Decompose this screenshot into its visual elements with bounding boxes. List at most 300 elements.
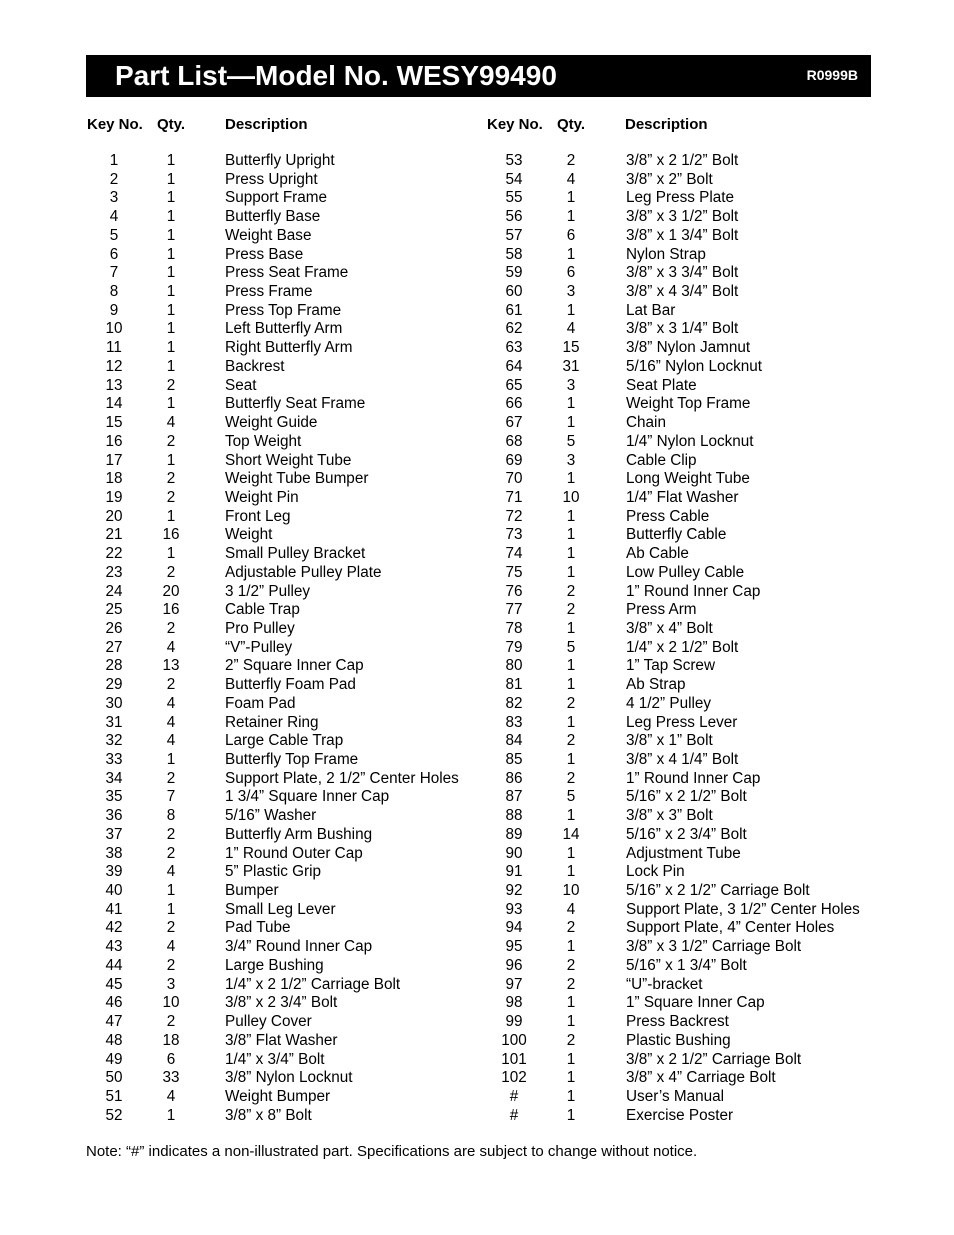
part-quantity: 20 — [162, 582, 180, 600]
part-key-number: 41 — [105, 900, 123, 918]
part-key-number: 87 — [505, 788, 523, 806]
part-description: Pad Tube — [225, 919, 291, 937]
part-key-number: 73 — [505, 526, 523, 544]
part-row — [0, 395, 954, 414]
part-description: 3/8” Nylon Jamnut — [626, 339, 751, 357]
part-row — [0, 788, 954, 807]
part-key-number: 97 — [505, 975, 523, 993]
part-quantity: 1 — [166, 189, 176, 207]
part-description: Low Pulley Cable — [626, 563, 745, 581]
part-quantity: 2 — [566, 582, 576, 600]
part-quantity: 1 — [166, 900, 176, 918]
part-key-number: 63 — [505, 339, 523, 357]
part-row — [0, 433, 954, 452]
part-key-number: 42 — [105, 919, 123, 937]
part-row — [0, 901, 954, 920]
part-description: 1/4” Flat Washer — [626, 488, 739, 506]
part-quantity: 1 — [566, 994, 576, 1012]
part-description: Press Upright — [225, 170, 318, 188]
part-key-number: 71 — [505, 488, 523, 506]
part-quantity: 2 — [566, 975, 576, 993]
part-key-number: 11 — [106, 339, 122, 357]
part-key-number: 23 — [105, 563, 123, 581]
part-quantity: 1 — [166, 226, 176, 244]
part-description: 3/8” x 1 3/4” Bolt — [626, 226, 739, 244]
part-quantity: 1 — [566, 938, 576, 956]
part-key-number: 29 — [105, 676, 123, 694]
part-description: Cable Trap — [225, 601, 300, 619]
part-quantity: 1 — [566, 1087, 576, 1105]
part-row — [0, 227, 954, 246]
part-description: 5” Plastic Grip — [225, 863, 322, 881]
part-row — [0, 807, 954, 826]
part-description: Cable Clip — [626, 451, 697, 469]
part-row — [0, 264, 954, 283]
part-description: Weight Tube Bumper — [225, 470, 369, 488]
part-description: Chain — [626, 414, 666, 432]
part-quantity: 1 — [566, 844, 576, 862]
part-quantity: 1 — [166, 320, 176, 338]
part-description: Press Cable — [626, 507, 710, 525]
part-description: 3/8” x 4 3/4” Bolt — [626, 283, 739, 301]
part-key-number: 26 — [105, 619, 123, 637]
part-quantity: 1 — [166, 301, 176, 319]
part-description: Front Leg — [225, 507, 291, 525]
part-description: Seat Plate — [626, 376, 697, 394]
part-key-number: 66 — [505, 395, 523, 413]
part-key-number: 81 — [505, 676, 523, 694]
part-row — [0, 208, 954, 227]
part-description: Press Backrest — [626, 1013, 729, 1031]
part-description: Butterfly Seat Frame — [225, 395, 366, 413]
part-key-number: 100 — [501, 1031, 527, 1049]
part-key-number: 74 — [505, 545, 523, 563]
part-quantity: 2 — [166, 844, 176, 862]
part-description: Short Weight Tube — [225, 451, 352, 469]
part-quantity: 3 — [566, 451, 576, 469]
part-quantity: 2 — [566, 601, 576, 619]
part-description: 1/4” Nylon Locknut — [626, 432, 754, 450]
part-description: Press Arm — [626, 601, 697, 619]
part-quantity: 13 — [162, 657, 180, 675]
part-description: 3/8” Nylon Locknut — [225, 1069, 353, 1087]
part-description: Nylon Strap — [626, 245, 706, 263]
part-quantity: 1 — [566, 470, 576, 488]
part-quantity: 1 — [166, 882, 176, 900]
part-key-number: 92 — [505, 882, 523, 900]
part-quantity: 2 — [566, 919, 576, 937]
part-quantity: 1 — [566, 1013, 576, 1031]
part-row — [0, 620, 954, 639]
part-quantity: 4 — [166, 732, 176, 750]
part-description: Weight Bumper — [225, 1087, 331, 1105]
part-quantity: 3 — [566, 376, 576, 394]
part-row — [0, 171, 954, 190]
part-description: Retainer Ring — [225, 713, 319, 731]
part-key-number: 76 — [505, 582, 523, 600]
part-quantity: 1 — [566, 1106, 576, 1124]
part-row — [0, 545, 954, 564]
part-quantity: 1 — [166, 395, 176, 413]
part-key-number: 25 — [105, 601, 123, 619]
part-description: Butterfly Foam Pad — [225, 676, 356, 694]
left-key-heading: Key No. — [87, 116, 143, 133]
part-row — [0, 1032, 954, 1051]
part-key-number: 16 — [105, 432, 123, 450]
part-row — [0, 976, 954, 995]
part-row — [0, 339, 954, 358]
page-title: Part List—Model No. WESY99490 — [115, 60, 557, 91]
part-key-number: 89 — [505, 825, 523, 843]
part-key-number: 59 — [505, 264, 523, 282]
part-key-number: 1 — [109, 152, 119, 169]
part-key-number: 88 — [505, 807, 523, 825]
part-quantity: 4 — [166, 713, 176, 731]
part-description: 5/16” x 2 1/2” Bolt — [626, 788, 747, 806]
part-description: 3 1/2” Pulley — [225, 582, 311, 600]
part-row — [0, 919, 954, 938]
part-quantity: 2 — [566, 1031, 576, 1049]
part-key-number: 90 — [505, 844, 523, 862]
part-quantity: 2 — [566, 769, 576, 787]
part-key-number: 64 — [505, 357, 523, 375]
part-quantity: 2 — [166, 432, 176, 450]
part-description: Pro Pulley — [225, 619, 295, 637]
part-key-number: 34 — [105, 769, 123, 787]
left-description-heading: Description — [225, 116, 308, 133]
part-description: 1/4” x 2 1/2” Bolt — [626, 638, 739, 656]
part-key-number: 15 — [105, 414, 123, 432]
part-key-number: 98 — [505, 994, 523, 1012]
part-key-number: 46 — [105, 994, 123, 1012]
part-quantity: 8 — [166, 807, 176, 825]
part-key-number: 58 — [505, 245, 523, 263]
part-description: 1” Round Outer Cap — [225, 844, 363, 862]
part-row — [0, 1088, 954, 1107]
part-quantity: 18 — [162, 1031, 180, 1049]
part-key-number: 49 — [105, 1050, 123, 1068]
part-quantity: 31 — [562, 357, 580, 375]
part-quantity: 1 — [166, 357, 176, 375]
part-description: Butterfly Upright — [225, 152, 335, 169]
part-description: Leg Press Plate — [626, 189, 734, 207]
part-description: Butterfly Cable — [626, 526, 727, 544]
part-key-number: 53 — [505, 152, 523, 169]
part-quantity: 2 — [566, 152, 576, 169]
part-quantity: 1 — [566, 507, 576, 525]
part-quantity: 1 — [566, 713, 576, 731]
part-description: Top Weight — [225, 432, 302, 450]
part-quantity: 1 — [166, 339, 176, 357]
part-quantity: 1 — [566, 676, 576, 694]
part-row — [0, 320, 954, 339]
part-description: Lock Pin — [626, 863, 685, 881]
part-row — [0, 601, 954, 620]
part-description: 3/8” x 3 3/4” Bolt — [626, 264, 739, 282]
part-key-number: 78 — [505, 619, 523, 637]
part-description: Butterfly Top Frame — [225, 751, 359, 768]
part-quantity: 1 — [166, 170, 176, 188]
part-key-number: 72 — [505, 507, 523, 525]
part-row — [0, 845, 954, 864]
part-row — [0, 1051, 954, 1070]
part-key-number: 8 — [109, 283, 119, 301]
left-qty-heading: Qty. — [157, 116, 186, 133]
part-quantity: 10 — [162, 994, 180, 1012]
part-description: User’s Manual — [626, 1087, 725, 1105]
part-description: 1/4” x 2 1/2” Carriage Bolt — [225, 975, 401, 993]
part-key-number: 93 — [505, 900, 523, 918]
part-key-number: 39 — [105, 863, 123, 881]
part-quantity: 2 — [166, 825, 176, 843]
part-quantity: 2 — [566, 956, 576, 974]
part-key-number: 62 — [505, 320, 523, 338]
part-key-number: 22 — [105, 545, 123, 563]
part-quantity: 6 — [566, 226, 576, 244]
part-description: 3/8” x 4 1/4” Bolt — [626, 751, 739, 768]
part-description: “V”-Pulley — [225, 638, 293, 656]
part-description: Press Seat Frame — [225, 264, 349, 282]
part-key-number: 48 — [105, 1031, 123, 1049]
part-quantity: 7 — [166, 788, 176, 806]
part-row — [0, 826, 954, 845]
part-quantity: 1 — [566, 545, 576, 563]
part-key-number: 36 — [105, 807, 123, 825]
part-key-number: 82 — [505, 694, 523, 712]
part-key-number: 43 — [105, 938, 123, 956]
part-quantity: 4 — [566, 170, 576, 188]
part-key-number: 30 — [105, 694, 123, 712]
part-key-number: 33 — [105, 751, 123, 768]
part-key-number: 13 — [105, 376, 123, 394]
part-key-number: 3 — [109, 189, 119, 207]
part-quantity: 10 — [562, 488, 580, 506]
part-description: Ab Strap — [626, 676, 686, 694]
part-row — [0, 695, 954, 714]
part-key-number: 17 — [105, 451, 123, 469]
part-key-number: 38 — [105, 844, 123, 862]
part-description: Weight Pin — [225, 488, 299, 506]
part-description: 3/8” x 1” Bolt — [626, 732, 713, 750]
part-quantity: 2 — [166, 769, 176, 787]
part-description: 1” Square Inner Cap — [626, 994, 765, 1012]
part-row — [0, 152, 954, 171]
part-quantity: 1 — [566, 657, 576, 675]
part-description: Weight Guide — [225, 414, 318, 432]
part-description: Lat Bar — [626, 301, 676, 319]
part-key-number: 2 — [109, 170, 119, 188]
part-description: Butterfly Arm Bushing — [225, 825, 373, 843]
part-row — [0, 377, 954, 396]
part-row — [0, 470, 954, 489]
part-key-number: 68 — [505, 432, 523, 450]
part-key-number: 6 — [109, 245, 119, 263]
right-qty-heading: Qty. — [557, 116, 586, 133]
part-key-number: 55 — [505, 189, 523, 207]
part-description: “U”-bracket — [626, 975, 703, 993]
part-quantity: 6 — [166, 1050, 176, 1068]
part-description: Support Plate, 3 1/2” Center Holes — [626, 900, 860, 918]
part-key-number: 61 — [505, 301, 523, 319]
part-key-number: 21 — [105, 526, 123, 544]
part-row — [0, 189, 954, 208]
part-quantity: 3 — [166, 975, 176, 993]
part-description: 1 3/4” Square Inner Cap — [225, 788, 390, 806]
part-description: Adjustable Pulley Plate — [225, 563, 382, 581]
part-quantity: 1 — [566, 414, 576, 432]
part-key-number: 4 — [109, 208, 119, 226]
part-row — [0, 564, 954, 583]
part-description: Small Pulley Bracket — [225, 545, 366, 563]
part-quantity: 4 — [166, 938, 176, 956]
part-row — [0, 770, 954, 789]
part-quantity: 16 — [162, 601, 180, 619]
part-row — [0, 489, 954, 508]
part-quantity: 2 — [566, 694, 576, 712]
part-quantity: 1 — [566, 301, 576, 319]
part-row — [0, 1107, 954, 1126]
part-description: Small Leg Lever — [225, 900, 336, 918]
part-description: Butterfly Base — [225, 208, 321, 226]
part-key-number: 83 — [505, 713, 523, 731]
part-description: Ab Cable — [626, 545, 689, 563]
part-description: Plastic Bushing — [626, 1031, 731, 1049]
part-quantity: 16 — [162, 526, 180, 544]
part-description: Adjustment Tube — [626, 844, 741, 862]
part-key-number: 65 — [505, 376, 523, 394]
part-quantity: 1 — [566, 563, 576, 581]
part-description: 3/8” x 4” Carriage Bolt — [626, 1069, 776, 1087]
part-key-number: 77 — [505, 601, 523, 619]
part-description: Support Frame — [225, 189, 328, 207]
part-key-number: 18 — [105, 470, 123, 488]
part-description: 3/8” x 3 1/4” Bolt — [626, 320, 739, 338]
part-quantity: 1 — [166, 152, 176, 169]
part-quantity: 2 — [166, 488, 176, 506]
part-key-number: 91 — [505, 863, 523, 881]
part-key-number: 94 — [505, 919, 523, 937]
part-row — [0, 452, 954, 471]
part-quantity: 4 — [566, 900, 576, 918]
part-description: 1/4” x 3/4” Bolt — [225, 1050, 325, 1068]
part-description: Seat — [225, 376, 257, 394]
part-key-number: 9 — [109, 301, 119, 319]
part-key-number: 37 — [105, 825, 123, 843]
part-key-number: 54 — [505, 170, 523, 188]
part-key-number: 19 — [105, 488, 123, 506]
part-key-number: 56 — [505, 208, 523, 226]
part-row — [0, 676, 954, 695]
part-quantity: 1 — [566, 751, 576, 768]
part-key-number: 5 — [109, 226, 119, 244]
part-quantity: 1 — [166, 208, 176, 226]
part-description: 5/16” x 2 1/2” Carriage Bolt — [626, 882, 810, 900]
part-quantity: 4 — [166, 1087, 176, 1105]
part-key-number: 31 — [105, 713, 123, 731]
part-row — [0, 1069, 954, 1088]
part-description: 3/8” x 2 3/4” Bolt — [225, 994, 338, 1012]
part-description: 4 1/2” Pulley — [626, 694, 712, 712]
part-description: 5/16” x 1 3/4” Bolt — [626, 956, 747, 974]
part-key-number: 57 — [505, 226, 523, 244]
part-description: 3/8” x 2 1/2” Bolt — [626, 152, 739, 169]
part-quantity: 5 — [566, 432, 576, 450]
part-description: Right Butterfly Arm — [225, 339, 353, 357]
part-description: Pulley Cover — [225, 1013, 312, 1031]
part-key-number: 24 — [105, 582, 123, 600]
part-quantity: 1 — [166, 245, 176, 263]
part-quantity: 1 — [566, 1069, 576, 1087]
part-quantity: 1 — [566, 1050, 576, 1068]
part-key-number: 69 — [505, 451, 523, 469]
part-row — [0, 358, 954, 377]
part-quantity: 5 — [566, 638, 576, 656]
part-key-number: 95 — [505, 938, 523, 956]
part-key-number: 101 — [501, 1050, 527, 1068]
part-quantity: 1 — [166, 264, 176, 282]
footnote: Note: “#” indicates a non-illustrated part. Specifications are subject to change without notice. — [86, 1143, 698, 1160]
part-description: 2” Square Inner Cap — [225, 657, 364, 675]
part-description: 3/8” x 4” Bolt — [626, 619, 713, 637]
part-quantity: 1 — [566, 208, 576, 226]
part-key-number: 96 — [505, 956, 523, 974]
part-row — [0, 863, 954, 882]
part-key-number: 40 — [105, 882, 123, 900]
part-row — [0, 957, 954, 976]
part-key-number: 45 — [105, 975, 123, 993]
part-description: Weight — [225, 526, 273, 544]
part-key-number: 7 — [109, 264, 119, 282]
part-description: 5/16” Nylon Locknut — [626, 357, 763, 375]
part-quantity: 4 — [166, 694, 176, 712]
part-row — [0, 526, 954, 545]
part-description: Large Bushing — [225, 956, 324, 974]
part-key-number: 86 — [505, 769, 523, 787]
part-description: Press Base — [225, 245, 304, 263]
part-description: Leg Press Lever — [626, 713, 738, 731]
part-description: 5/16” x 2 3/4” Bolt — [626, 825, 747, 843]
right-key-heading: Key No. — [487, 116, 543, 133]
part-description: Bumper — [225, 882, 279, 900]
right-parts-list — [0, 152, 954, 1127]
part-key-number: 84 — [505, 732, 523, 750]
part-key-number: 27 — [105, 638, 123, 656]
part-description: 3/8” x 2” Bolt — [626, 170, 713, 188]
part-row — [0, 283, 954, 302]
part-quantity: 1 — [566, 395, 576, 413]
part-quantity: 2 — [166, 956, 176, 974]
part-key-number: 67 — [505, 414, 523, 432]
part-description: 3/8” x 3 1/2” Bolt — [626, 208, 739, 226]
part-row — [0, 508, 954, 527]
part-key-number: 79 — [505, 638, 523, 656]
part-quantity: 1 — [166, 1106, 176, 1124]
part-description: 1” Tap Screw — [626, 657, 715, 675]
part-description: Support Plate, 4” Center Holes — [626, 919, 835, 937]
part-description: 3/8” x 3” Bolt — [626, 807, 713, 825]
part-row — [0, 583, 954, 602]
part-key-number: # — [509, 1106, 519, 1124]
part-quantity: 4 — [166, 414, 176, 432]
part-row — [0, 714, 954, 733]
part-key-number: # — [509, 1087, 519, 1105]
part-quantity: 1 — [566, 863, 576, 881]
part-description: 1” Round Inner Cap — [626, 769, 761, 787]
part-quantity: 1 — [566, 526, 576, 544]
part-key-number: 20 — [105, 507, 123, 525]
part-quantity: 15 — [562, 339, 580, 357]
part-row — [0, 414, 954, 433]
